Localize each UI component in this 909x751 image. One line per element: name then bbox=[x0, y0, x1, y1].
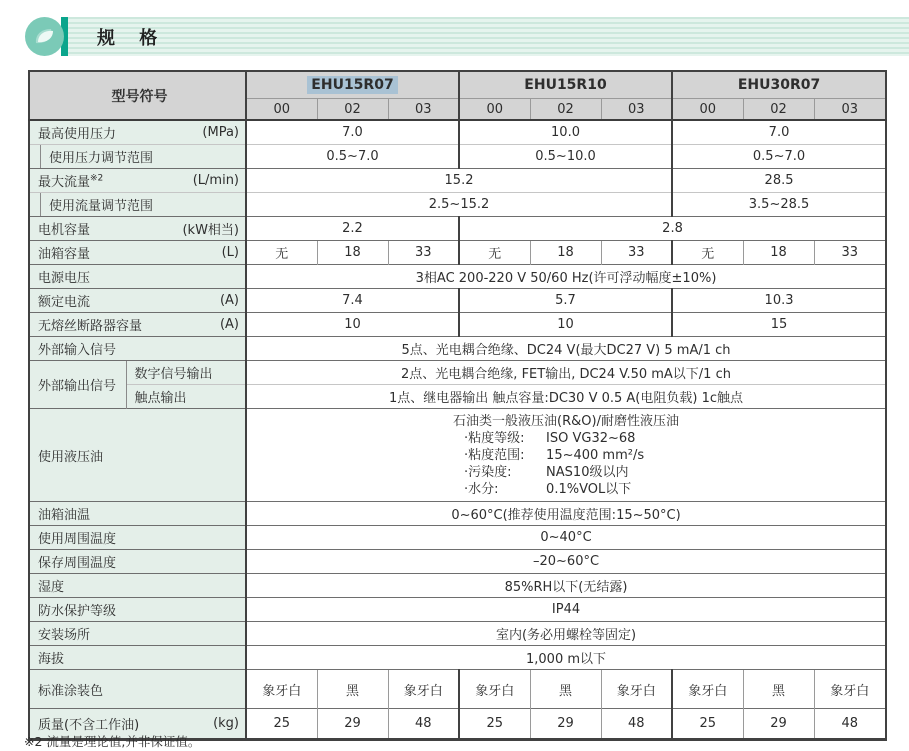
cell-value: 7.0 bbox=[246, 120, 459, 145]
cell-value: 7.4 bbox=[246, 289, 459, 313]
header-subcol: 03 bbox=[814, 99, 886, 121]
table-row-ext-output-digital bbox=[29, 361, 886, 385]
cell-value: 2.5~15.2 bbox=[246, 193, 672, 217]
header-subcol: 02 bbox=[317, 99, 388, 121]
footnote: ※2 流量是理论值,并非保证值。 bbox=[24, 734, 201, 749]
row-label: 安装场所 bbox=[29, 622, 246, 646]
header-model-ehu15r10: EHU15R10 bbox=[459, 71, 672, 99]
row-label: 油箱油温 bbox=[29, 502, 246, 526]
cell-value: 1点、继电器输出 触点容量:DC30 V 0.5 A(电阻负载) 1c触点 bbox=[246, 385, 886, 409]
oil-spec-line: ·污染度: NAS10级以内 bbox=[464, 464, 629, 480]
cell-value: 象牙白 bbox=[814, 670, 886, 709]
leaf-icon bbox=[25, 17, 64, 56]
cell-value: 3.5~28.5 bbox=[672, 193, 886, 217]
table-row-ext-input bbox=[29, 337, 886, 361]
cell-value: 0.5~7.0 bbox=[672, 145, 886, 169]
table-row-ambient-temp bbox=[29, 526, 886, 550]
header-subcol: 03 bbox=[601, 99, 672, 121]
banner-stripes bbox=[65, 17, 909, 56]
cell-value: 29 bbox=[317, 709, 388, 740]
row-label: 电机容量 (kW相当) bbox=[29, 217, 246, 241]
table-row-oil-temp bbox=[29, 502, 886, 526]
cell-value: 5点、光电耦合绝缘、DC24 V(最大DC27 V) 5 mA/1 ch bbox=[246, 337, 886, 361]
header-model-symbol: 型号符号 bbox=[29, 71, 246, 120]
row-label: 油箱容量 (L) bbox=[29, 241, 246, 265]
table-row-install-site bbox=[29, 622, 886, 646]
table-row-storage-temp bbox=[29, 550, 886, 574]
cell-value: 2.8 bbox=[459, 217, 886, 241]
cell-value: 0~40°C bbox=[246, 526, 886, 550]
cell-value: 18 bbox=[530, 241, 601, 265]
selected-model-highlight: EHU15R07 bbox=[307, 76, 397, 94]
row-label: 额定电流 (A) bbox=[29, 289, 246, 313]
cell-value: 无 bbox=[459, 241, 530, 265]
row-label: 保存周围温度 bbox=[29, 550, 246, 574]
cell-value: 象牙白 bbox=[672, 670, 743, 709]
table-row-coating-color bbox=[29, 670, 886, 709]
table-row-pressure-range bbox=[29, 145, 886, 169]
cell-value: 无 bbox=[672, 241, 743, 265]
table-row-max-flow bbox=[29, 169, 886, 193]
header-subcol: 00 bbox=[459, 99, 530, 121]
cell-value: 10 bbox=[459, 313, 672, 337]
row-label: 外部输入信号 bbox=[29, 337, 246, 361]
table-row-ext-output-contact bbox=[29, 385, 886, 409]
cell-value: 48 bbox=[388, 709, 459, 740]
page-title: 规 格 bbox=[97, 27, 160, 49]
cell-value: 5.7 bbox=[459, 289, 672, 313]
cell-value: 0.5~7.0 bbox=[246, 145, 459, 169]
cell-value: 18 bbox=[317, 241, 388, 265]
cell-value: 象牙白 bbox=[388, 670, 459, 709]
row-label: 最高使用压力 (MPa) bbox=[29, 120, 246, 145]
oil-title-line: 石油类一般液压油(R&O)/耐磨性液压油 bbox=[453, 413, 679, 429]
cell-value: 10.3 bbox=[672, 289, 886, 313]
row-label: 使用流量调节范围 bbox=[29, 193, 246, 217]
cell-value: 0~60°C(推荐使用温度范围:15~50°C) bbox=[246, 502, 886, 526]
cell-value: 15.2 bbox=[246, 169, 672, 193]
row-label: 海拔 bbox=[29, 646, 246, 670]
header-model-ehu30r07: EHU30R07 bbox=[672, 71, 886, 99]
cell-value: 25 bbox=[672, 709, 743, 740]
table-row-waterproof bbox=[29, 598, 886, 622]
cell-value: 15 bbox=[672, 313, 886, 337]
header-subcol: 00 bbox=[246, 99, 317, 121]
table-row-power-voltage bbox=[29, 265, 886, 289]
cell-value: 象牙白 bbox=[459, 670, 530, 709]
cell-value: 18 bbox=[743, 241, 814, 265]
row-label: 最大流量$^{※2}$ (L/min) bbox=[29, 169, 246, 193]
cell-value: 85%RH以下(无结露) bbox=[246, 574, 886, 598]
table-row-tank-capacity bbox=[29, 241, 886, 265]
spec-table bbox=[28, 70, 887, 741]
header-subcol: 02 bbox=[743, 99, 814, 121]
row-label: 电源电压 bbox=[29, 265, 246, 289]
table-row-humidity bbox=[29, 574, 886, 598]
cell-value: 25 bbox=[246, 709, 317, 740]
cell-value: 10 bbox=[246, 313, 459, 337]
oil-spec-line: ·粘度范围: 15~400 mm²/s bbox=[464, 447, 645, 463]
cell-value: 1,000 m以下 bbox=[246, 646, 886, 670]
header-model-ehu15r07 bbox=[246, 71, 459, 99]
header-subcol: 00 bbox=[672, 99, 743, 121]
cell-value: 黑 bbox=[530, 670, 601, 709]
row-sublabel: 数字信号输出 bbox=[126, 361, 246, 385]
row-label: 使用周围温度 bbox=[29, 526, 246, 550]
row-label: 湿度 bbox=[29, 574, 246, 598]
cell-value: –20~60°C bbox=[246, 550, 886, 574]
row-label: 使用液压油 bbox=[29, 409, 246, 502]
cell-value: 室内(务必用螺栓等固定) bbox=[246, 622, 886, 646]
row-label: 防水保护等级 bbox=[29, 598, 246, 622]
cell-value: 29 bbox=[743, 709, 814, 740]
row-label: 质量(不含工作油) (kg) bbox=[29, 709, 246, 740]
cell-value: 33 bbox=[388, 241, 459, 265]
cell-value: 33 bbox=[601, 241, 672, 265]
table-row-max-pressure bbox=[29, 120, 886, 145]
cell-value: 黑 bbox=[743, 670, 814, 709]
table-row-altitude bbox=[29, 646, 886, 670]
table-row-flow-range bbox=[29, 193, 886, 217]
table-row-rated-current bbox=[29, 289, 886, 313]
cell-value: 33 bbox=[814, 241, 886, 265]
cell-value: IP44 bbox=[246, 598, 886, 622]
header-row-models bbox=[29, 71, 886, 99]
row-label: 使用压力调节范围 bbox=[29, 145, 246, 169]
cell-value: 25 bbox=[459, 709, 530, 740]
cell-value: 象牙白 bbox=[246, 670, 317, 709]
table-row-hydraulic-oil bbox=[29, 409, 886, 502]
cell-value: 2点、光电耦合绝缘, FET输出, DC24 V.50 mA以下/1 ch bbox=[246, 361, 886, 385]
section-banner bbox=[25, 17, 909, 56]
cell-value: 2.2 bbox=[246, 217, 459, 241]
cell-value: 29 bbox=[530, 709, 601, 740]
table-row-breaker-capacity bbox=[29, 313, 886, 337]
oil-spec-line: ·粘度等级: ISO VG32~68 bbox=[464, 430, 636, 446]
row-label: 无熔丝断路器容量 (A) bbox=[29, 313, 246, 337]
cell-value: 48 bbox=[814, 709, 886, 740]
header-subcol: 03 bbox=[388, 99, 459, 121]
row-label-group: 外部输出信号 bbox=[29, 361, 126, 409]
cell-value: 0.5~10.0 bbox=[459, 145, 672, 169]
oil-spec-line: ·水分: 0.1%VOL以下 bbox=[464, 481, 632, 497]
cell-value: 无 bbox=[246, 241, 317, 265]
cell-value: 10.0 bbox=[459, 120, 672, 145]
row-sublabel: 触点输出 bbox=[126, 385, 246, 409]
cell-value: 48 bbox=[601, 709, 672, 740]
cell-value: 28.5 bbox=[672, 169, 886, 193]
cell-value: 3相AC 200-220 V 50/60 Hz(许可浮动幅度±10%) bbox=[246, 265, 886, 289]
cell-value: 7.0 bbox=[672, 120, 886, 145]
footnote-ref: ※2 bbox=[90, 173, 104, 184]
row-label: 标准涂装色 bbox=[29, 670, 246, 709]
cell-value: 黑 bbox=[317, 670, 388, 709]
cell-value: 象牙白 bbox=[601, 670, 672, 709]
header-subcol: 02 bbox=[530, 99, 601, 121]
table-row-motor-capacity bbox=[29, 217, 886, 241]
cell-oil-spec bbox=[246, 409, 886, 502]
